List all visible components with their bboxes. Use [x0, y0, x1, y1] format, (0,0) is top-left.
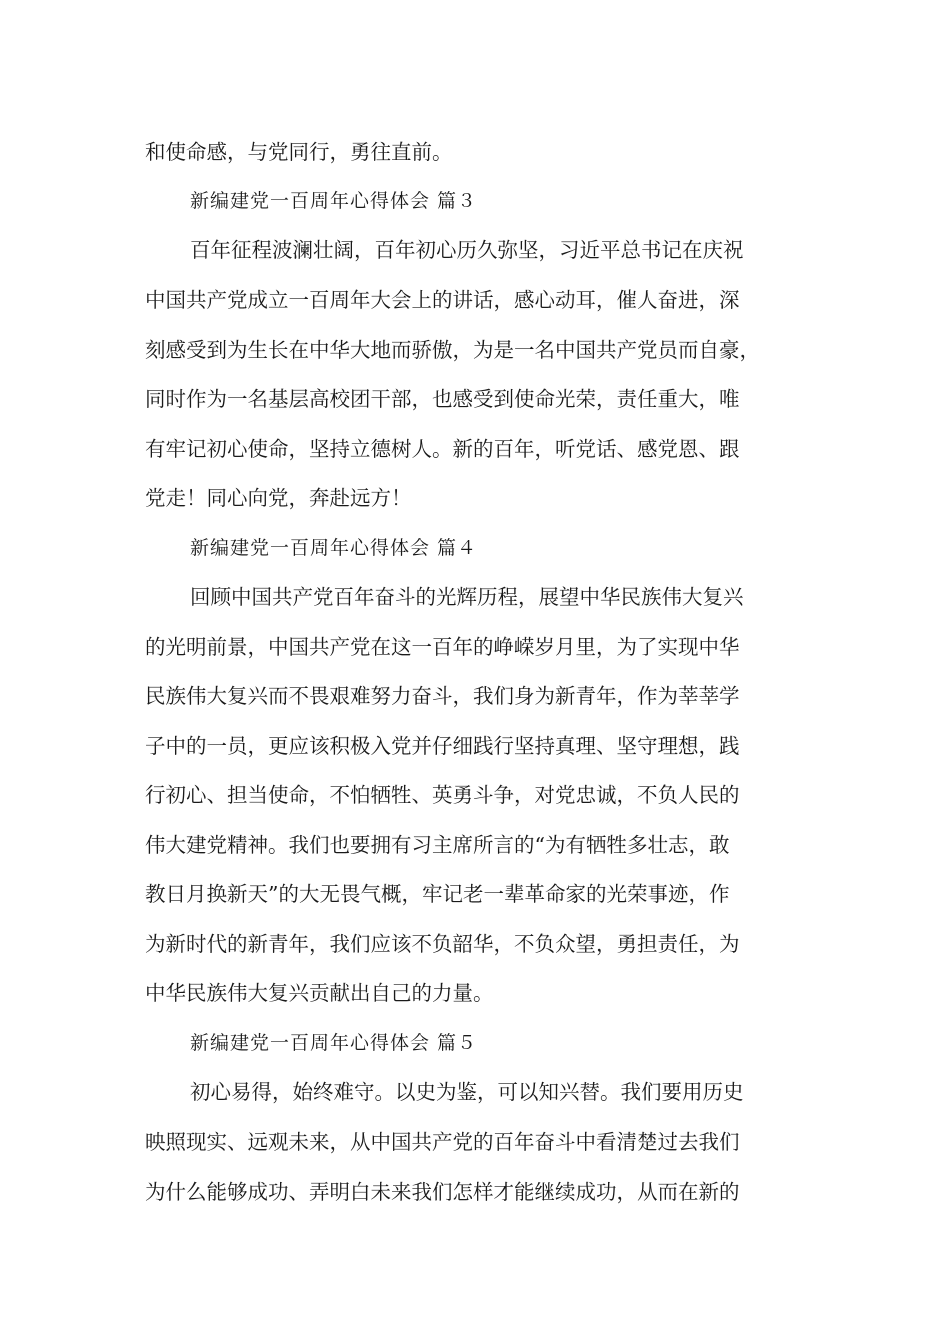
paragraph-line: 民族伟大复兴而不畏艰难努力奋斗，我们身为新青年，作为莘莘学: [145, 684, 740, 708]
paragraph-line: 为新时代的新青年，我们应该不负韶华，不负众望，勇担责任，为: [145, 932, 740, 956]
paragraph-line: 中国共产党成立一百周年大会上的讲话，感心动耳，催人奋进，深: [145, 288, 740, 312]
paragraph-line: 初心易得，始终难守。以史为鉴，可以知兴替。我们要用历史: [190, 1080, 744, 1104]
paragraph-line: 和使命感，与党同行，勇往直前。: [145, 140, 453, 164]
paragraph-line: 教日月换新天”的大无畏气概，牢记老一辈革命家的光荣事迹，作: [145, 882, 730, 906]
paragraph-line: 党走！同心向党，奔赴远方！: [145, 486, 412, 510]
paragraph-line: 行初心、担当使命，不怕牺牲、英勇斗争，对党忠诚，不负人民的: [145, 783, 740, 807]
paragraph-line: 刻感受到为生长在中华大地而骄傲，为是一名中国共产党员而自豪，: [145, 338, 760, 362]
paragraph-line: 回顾中国共产党百年奋斗的光辉历程，展望中华民族伟大复兴: [190, 585, 744, 609]
section-heading-5: 新编建党一百周年心得体会 篇５: [190, 1032, 478, 1054]
paragraph-line: 子中的一员，更应该积极入党并仔细践行坚持真理、坚守理想，践: [145, 734, 740, 758]
paragraph-line: 映照现实、远观未来，从中国共产党的百年奋斗中看清楚过去我们: [145, 1130, 740, 1154]
paragraph-line: 百年征程波澜壮阔，百年初心历久弥坚，习近平总书记在庆祝: [190, 238, 744, 262]
paragraph-line: 为什么能够成功、弄明白未来我们怎样才能继续成功，从而在新的: [145, 1180, 740, 1204]
section-heading-3: 新编建党一百周年心得体会 篇３: [190, 190, 478, 212]
section-heading-4: 新编建党一百周年心得体会 篇４: [190, 537, 478, 559]
paragraph-line: 的光明前景，中国共产党在这一百年的峥嵘岁月里，为了实现中华: [145, 635, 740, 659]
paragraph-line: 有牢记初心使命，坚持立德树人。新的百年，听党话、感党恩、跟: [145, 437, 740, 461]
paragraph-line: 伟大建党精神。我们也要拥有习主席所言的“为有牺牲多壮志，敢: [145, 833, 730, 857]
paragraph-line: 中华民族伟大复兴贡献出自己的力量。: [145, 981, 494, 1005]
paragraph-line: 同时作为一名基层高校团干部，也感受到使命光荣，责任重大，唯: [145, 387, 740, 411]
